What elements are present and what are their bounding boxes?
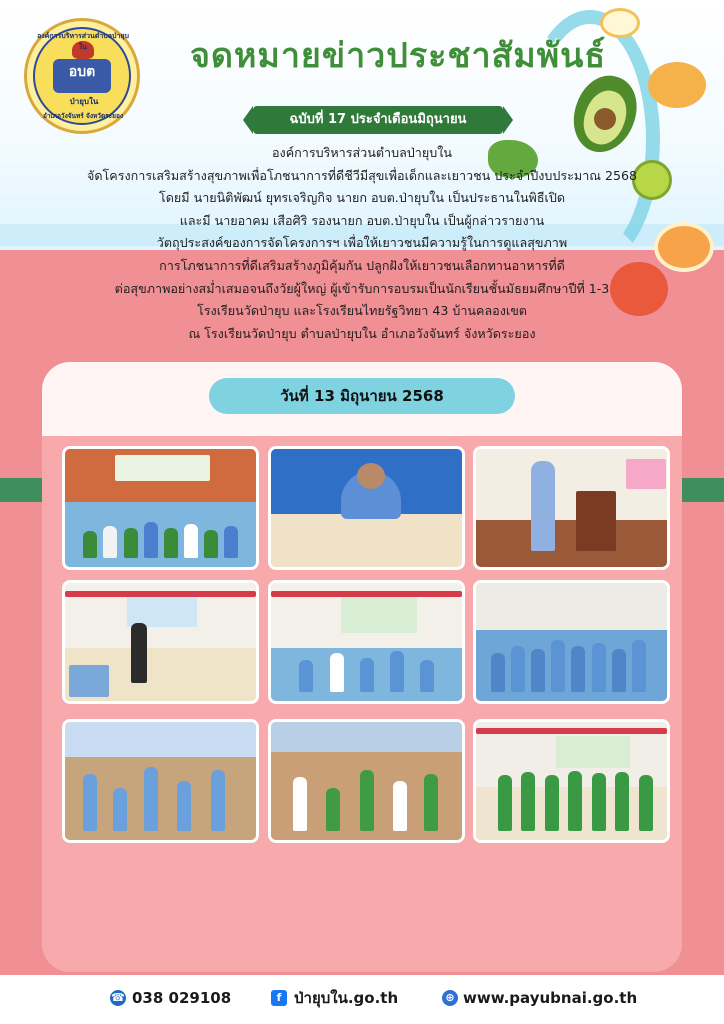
news-body [28, 142, 696, 345]
globe-icon-glyph: ⊕ [445, 991, 455, 1004]
body-line: จัดโครงการเสริมสร้างสุขภาพเพื่อโภชนาการที่ดีชีวีมีสุขเพื่อเด็กและเยาวชน ประจำปีงบประมาณ 2568 [86, 167, 638, 183]
photo-chair-signing [268, 446, 465, 570]
body-line: การโภชนาการที่ดีเสริมสร้างภูมิคุ้มกัน ปลูกฝังให้เยาวชนเลือกทานอาหารที่ดี [159, 257, 565, 273]
logo-location: อำเภอวังจันทร์ จังหวัดระยอง [42, 112, 124, 120]
logo-abbreviation: อบต [68, 64, 96, 80]
peach-illustration [648, 62, 706, 108]
org-logo [24, 18, 140, 134]
photo-presenter-stage [62, 580, 259, 704]
avocado-seed-illustration [594, 108, 616, 130]
body-line: องค์การบริหารส่วนตำบลป่ายุบใน [271, 145, 453, 160]
photo-group [62, 446, 259, 570]
photo-group-work [268, 719, 465, 843]
footer-facebook[interactable]: ป่ายุบใน.go.th [294, 989, 399, 1007]
footer-phone[interactable]: 038 029108 [132, 989, 232, 1007]
photo-speaker-podium [473, 446, 670, 570]
issue-banner: ฉบับที่ 17 ประจำเดือนมิถุนายน [253, 106, 503, 134]
body-line: โรงเรียนวัดป่ายุบ และโรงเรียนไทยรัฐวิทยา 43 บ้านคลองเขต [197, 303, 527, 319]
footer-website[interactable]: www.payubnai.go.th [463, 989, 638, 1007]
body-line: โดยมี นายนิติพัฒน์ ยุทรเจริญกิจ นายก อบต.ป่ายุบใน เป็นประธานในพิธีเปิด [158, 190, 566, 206]
page-title: จดหมายข่าวประชาสัมพันธ์ [190, 36, 607, 76]
logo-place-name: ป่ายุบใน [69, 97, 99, 106]
logo-org-name: องค์การบริหารส่วนตำบลป่ายุบใน [37, 32, 129, 51]
phone-icon-glyph: ☎ [111, 991, 125, 1004]
body-line: วัตถุประสงค์ของการจัดโครงการฯ เพื่อให้เยาวชนมีความรู้ในการดูแลสุขภาพ [156, 235, 568, 251]
photo-students-stage [473, 719, 670, 843]
photo-presentation-students [268, 580, 465, 704]
body-line: ณ โรงเรียนวัดป่ายุบ ตำบลป่ายุบใน อำเภอวังจันทร์ จังหวัดระยอง [188, 325, 536, 341]
body-line: และมี นายอาคม เสือศิริ รองนายก อบต.ป่ายุบใน เป็นผู้กล่าวรายงาน [179, 212, 545, 228]
event-date: วันที่ 13 มิถุนายน 2568 [209, 378, 515, 414]
facebook-icon-glyph: f [276, 991, 282, 1004]
photo-seated-students [473, 580, 670, 704]
photo-students-floor [62, 719, 259, 843]
body-line: ต่อสุขภาพอย่างสม่ำเสมอจนถึงวัยผู้ใหญ่ ผู้เข้ารับการอบรมเป็นนักเรียนชั้นมัธยมศึกษาปีที่ 1-3 [114, 280, 610, 296]
